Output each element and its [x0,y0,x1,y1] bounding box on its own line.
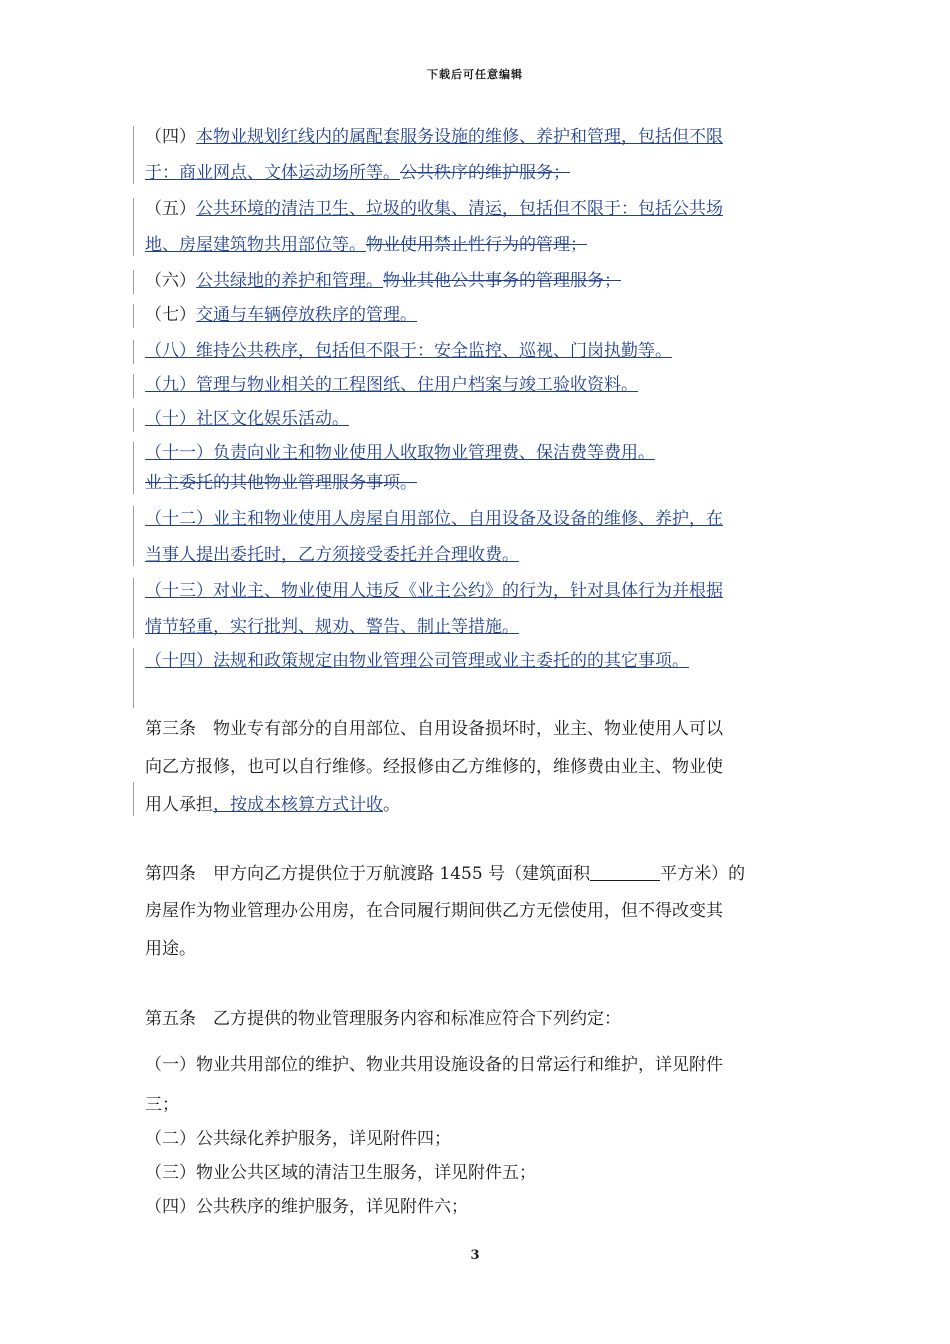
article-5-item: （三）物业公共区域的清洁卫生服务，详见附件五； [145,1163,536,1183]
deleted-text: 物业使用禁止性行为的管理； [366,235,587,255]
article-4-line-3: 用途。 [145,939,196,959]
page-header: 下载后可任意编辑 [427,68,523,81]
plain-text: 。 [383,795,400,815]
item-4-line-2 [145,162,570,184]
item-5-line-2 [145,234,587,256]
revision-bar [133,578,134,638]
item-label: （四） [145,127,196,147]
blank-field[interactable] [590,862,660,881]
revision-bar [133,782,134,816]
article-4-line-2: 房屋作为物业管理办公用房，在合同履行期间供乙方无偿使用，但不得改变其 [145,901,723,921]
item-label: （五） [145,199,196,219]
revision-bar [133,198,134,256]
inserted-text: 地、房屋建筑物共用部位等。 [145,235,366,255]
article-5-line-1: 第五条 乙方提供的物业管理服务内容和标准应符合下列约定： [145,1009,621,1029]
inserted-text: 于：商业网点、文体运动场所等。 [145,163,400,183]
item-12-line-1 [145,508,723,530]
article-5-item: 三； [145,1095,179,1115]
item-6-line [145,270,621,292]
revision-bar [133,408,134,432]
item-10-line [145,408,349,430]
revision-bar [133,340,134,364]
inserted-text: （九）管理与物业相关的工程图纸、住用户档案与竣工验收资料。 [145,375,638,395]
revision-bar [133,304,134,328]
inserted-text: （十二）业主和物业使用人房屋自用部位、自用设备及设备的维修、养护，在 [145,509,723,529]
article-3-line-3 [145,794,400,816]
plain-text: 第四条 甲方向乙方提供位于万航渡路 1455 号（建筑面积 [145,864,591,884]
inserted-text: （十四）法规和政策规定由物业管理公司管理或业主委托的的其它事项。 [145,651,689,671]
deleted-line [145,472,417,494]
inserted-text: 本物业规划红线内的属配套服务设施的维修、养护和管理，包括但不限 [196,127,723,147]
revision-bar [133,648,134,708]
inserted-text: 交通与车辆停放秩序的管理。 [196,305,417,325]
plain-text: 平方米）的 [660,864,746,884]
inserted-text: ，按成本核算方式计收 [213,795,383,815]
item-5-line-1 [145,198,723,220]
item-13-line-2 [145,616,519,638]
inserted-text: （十一）负责向业主和物业使用人收取物业管理费、保洁费等费用。 [145,443,655,463]
item-11-line [145,442,655,464]
inserted-text: （八）维持公共秩序，包括但不限于：安全监控、巡视、门岗执勤等。 [145,341,672,361]
article-4-line-1 [145,862,745,885]
revision-bar [133,506,134,566]
deleted-text: 物业其他公共事务的管理服务； [383,271,621,291]
item-12-line-2 [145,544,519,566]
item-8-line [145,340,672,362]
item-14-line [145,650,689,672]
revision-bar [133,126,134,184]
deleted-text: 业主委托的其他物业管理服务事项。 [145,473,417,493]
inserted-text: 当事人提出委托时，乙方须接受委托并合理收费。 [145,545,519,565]
item-7-line [145,304,417,326]
revision-bar [133,270,134,294]
article-5-item: （四）公共秩序的维护服务，详见附件六； [145,1197,468,1217]
plain-text: 用人承担 [145,795,213,815]
revision-bar [133,374,134,398]
inserted-text: （十）社区文化娱乐活动。 [145,409,349,429]
inserted-text: 公共环境的清洁卫生、垃圾的收集、清运，包括但不限于：包括公共场 [196,199,723,219]
inserted-text: 情节轻重，实行批判、规劝、警告、制止等措施。 [145,617,519,637]
article-3-line-2: 向乙方报修，也可以自行维修。经报修由乙方维修的，维修费由业主、物业使 [145,757,723,777]
inserted-text: 公共绿地的养护和管理。 [196,271,383,291]
inserted-text: （十三）对业主、物业使用人违反《业主公约》的行为，针对具体行为并根据 [145,581,723,601]
item-label: （六） [145,271,196,291]
deleted-text: 公共秩序的维护服务； [400,163,570,183]
page-number: 3 [470,1248,480,1263]
item-9-line [145,374,638,396]
item-label: （七） [145,305,196,325]
item-13-line-1 [145,580,723,602]
article-3-line-1: 第三条 物业专有部分的自用部位、自用设备损坏时，业主、物业使用人可以 [145,719,723,739]
article-5-item: （一）物业共用部位的维护、物业共用设施设备的日常运行和维护，详见附件 [145,1055,723,1075]
article-5-item: （二）公共绿化养护服务，详见附件四； [145,1129,451,1149]
item-4-line-1 [145,126,723,148]
revision-bar [133,442,134,494]
